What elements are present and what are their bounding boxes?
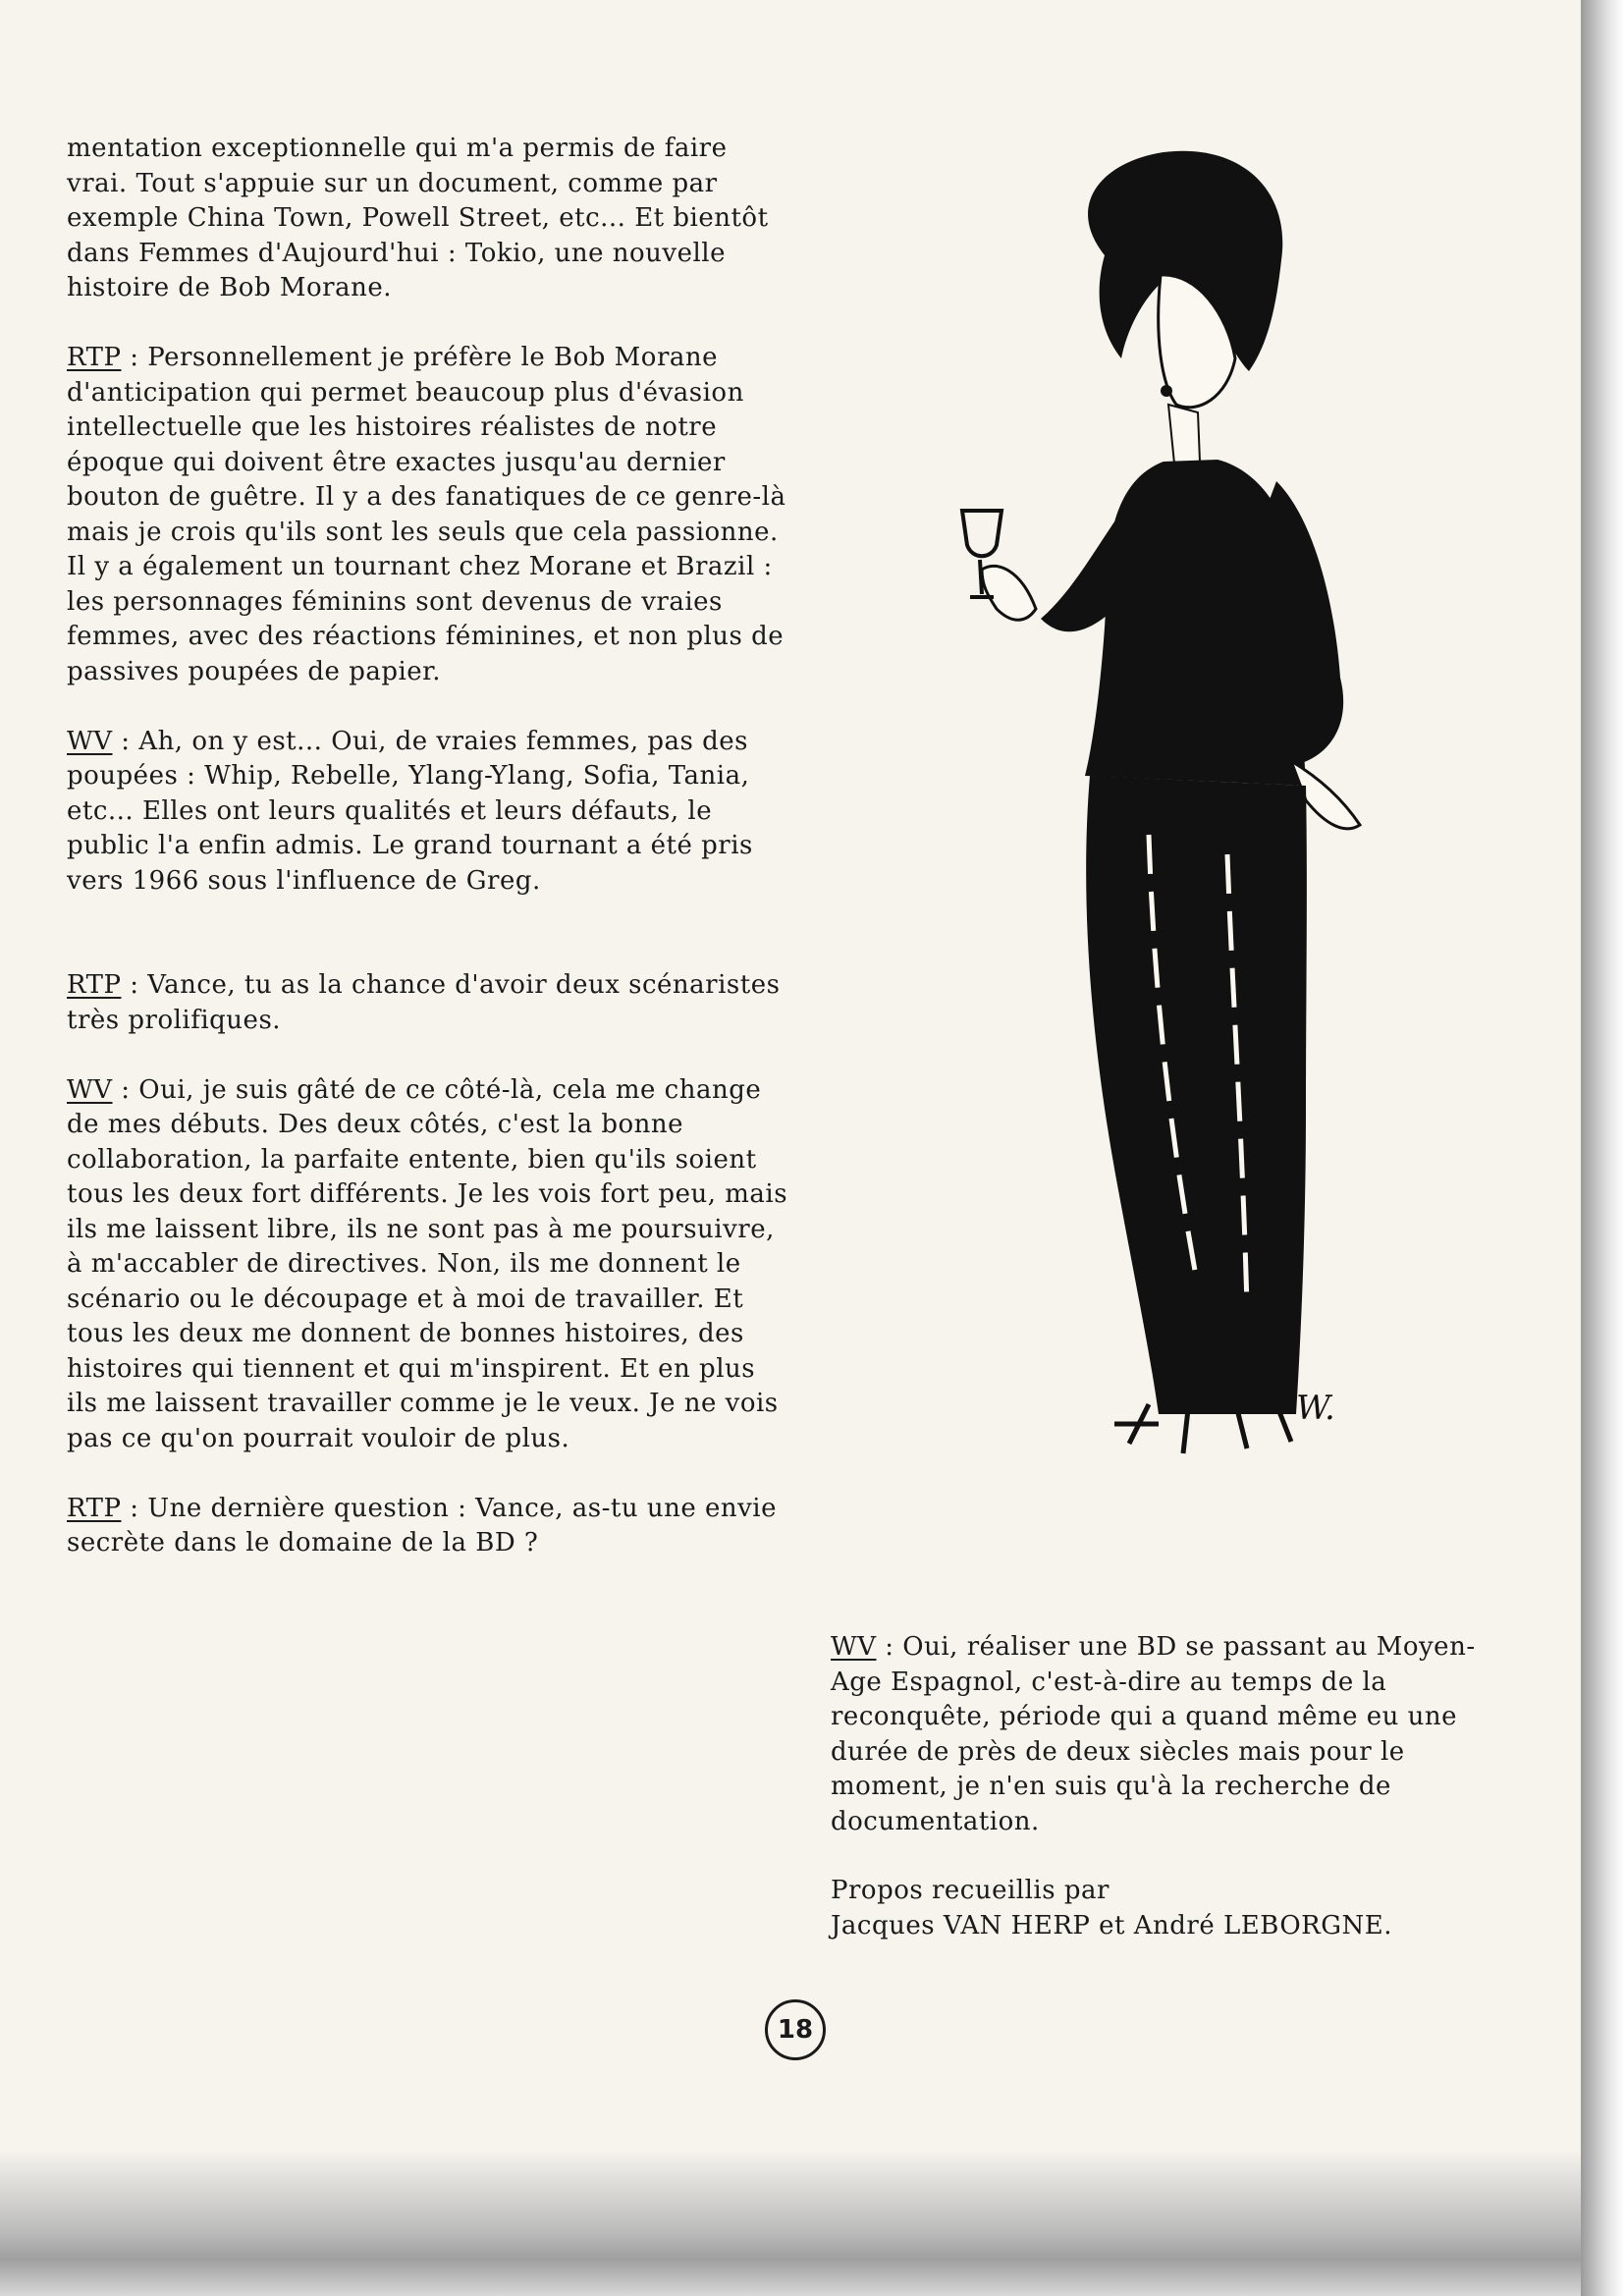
answer-wv-2 xyxy=(67,1073,793,1457)
answer-text: : Oui, je suis gâté de ce côté-là, cela me change de mes débuts. Des deux côtés, c'est la bonne collaboration, la parfaite entente, bien qu'ils soient tous les deux fort différents. Je les vois fort peu, mais ils me laissent libre, ils ne sont pas à me poursuivre, à m'accabler de directives. Non, ils me donnent le scénario ou le découpage et à moi de travailler. Et tous les deux me donnent de bonnes histoires, des histoires qui tiennent et qui m'inspirent. Et en plus ils me laissent travailler comme je le veux. Je ne vois pas ce qu'on pourrait vouloir de plus. xyxy=(67,1074,788,1453)
neck-shape xyxy=(1168,405,1200,464)
speaker-label: WV xyxy=(67,726,113,756)
page-number-badge: 18 xyxy=(765,1999,826,2060)
credit-line-1: Propos recueillis par xyxy=(831,1876,1110,1905)
earring xyxy=(1161,385,1172,397)
speaker-label: RTP xyxy=(67,1493,122,1523)
bottom-scan-shadow xyxy=(0,2149,1581,2296)
question-text: : Vance, tu as la chance d'avoir deux scénaristes très prolifiques. xyxy=(67,970,781,1035)
question-rtp-3 xyxy=(67,1492,793,1561)
page-edge-shadow xyxy=(1581,0,1624,2296)
answer-wv-3 xyxy=(831,1630,1518,1839)
credit-line-2: Jacques VAN HERP et André LEBORGNE. xyxy=(831,1910,1392,1941)
speaker-label: RTP xyxy=(67,970,122,1000)
speaker-label: WV xyxy=(831,1632,877,1662)
question-rtp-1 xyxy=(67,341,793,550)
question-rtp-2 xyxy=(67,968,793,1038)
left-text-column xyxy=(67,132,793,1561)
fashion-woman-illustration xyxy=(903,147,1492,1503)
question-rtp-1-continued: Il y a également un tournant chez Morane et Brazil : les personnages féminins sont devenus de vraies femmes, avec des réactions féminines, et non plus de passives poupées de papier. xyxy=(67,552,785,686)
artist-signature: W. xyxy=(1296,1389,1335,1428)
answer-text: : Ah, on y est... Oui, de vraies femmes, pas des poupées : Whip, Rebelle, Ylang-Ylang, Sofia, Tania, etc... Elles ont leurs qualités et leurs défauts, le public l'a enfin admis. Le grand tournant a été pris vers 1966 sous l'influence de Greg. xyxy=(67,726,753,896)
speaker-label: RTP xyxy=(67,343,122,372)
question-text: : Une dernière question : Vance, as-tu une envie secrète dans le domaine de la BD ? xyxy=(67,1493,777,1558)
skirt-shape xyxy=(1086,776,1307,1414)
answer-wv-1 xyxy=(67,725,793,900)
right-text-column xyxy=(831,1630,1518,1943)
speaker-label: WV xyxy=(67,1074,113,1105)
question-text: : Personnellement je préfère le Bob Morane d'anticipation qui permet beaucoup plus d'évasion intellectuelle que les histoires réalistes de notre époque qui doivent être exactes jusqu'au dernier bouton de guêtre. Il y a des fanatiques de ce genre-là mais je crois qu'ils sont les seuls que cela passionne. xyxy=(67,343,786,547)
left-hand xyxy=(982,566,1036,620)
intro-paragraph: mentation exceptionnelle qui m'a permis de faire vrai. Tout s'appuie sur un document, comme par exemple China Town, Powell Street, etc... Et bientôt dans Femmes d'Aujourd'hui : Tokio, une nouvelle histoire de Bob Morane. xyxy=(67,134,769,302)
answer-text: : Oui, réaliser une BD se passant au Moyen-Age Espagnol, c'est-à-dire au temps de la reconquête, période qui a quand même eu une durée de près de deux siècles mais pour le moment, je n'en suis qu'à la recherche de documentation. xyxy=(831,1632,1476,1836)
